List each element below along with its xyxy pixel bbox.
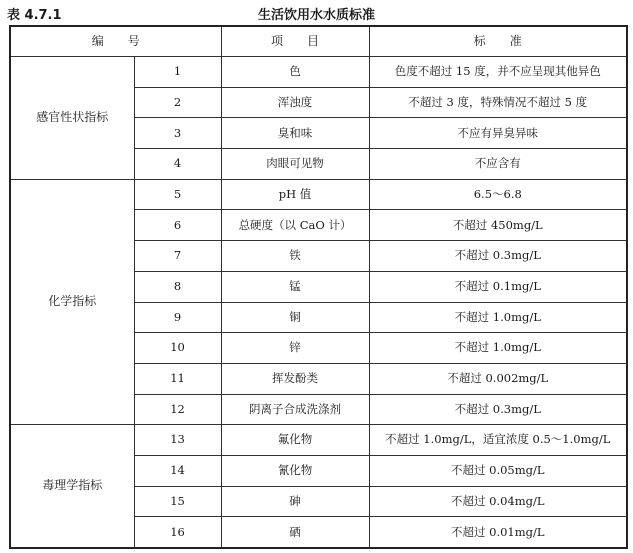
header-row: [10, 26, 627, 57]
standard-cell: 不超过 0.002mg/L: [369, 363, 627, 394]
item-cell: 氟化物: [221, 425, 369, 456]
header-standard: 标 准: [369, 26, 627, 57]
standard-cell: 不应有异臭异味: [369, 118, 627, 149]
table-title: 生活饮用水水质标准: [257, 8, 375, 23]
category-cell: 化学指标: [10, 179, 134, 425]
item-cell: 铁: [221, 241, 369, 272]
category-cell: 感官性状指标: [10, 57, 134, 180]
item-cell: 总硬度（以 CaO 计）: [221, 210, 369, 241]
row-number-cell: 15: [134, 486, 221, 517]
row-number-cell: 10: [134, 333, 221, 364]
table-row: [10, 179, 627, 210]
table-row: [10, 57, 627, 88]
standard-cell: 不超过 0.04mg/L: [369, 486, 627, 517]
item-cell: 铜: [221, 302, 369, 333]
item-cell: pH 值: [221, 179, 369, 210]
item-cell: 浑浊度: [221, 87, 369, 118]
standard-cell: 不超过 1.0mg/L: [369, 302, 627, 333]
item-cell: 砷: [221, 486, 369, 517]
table-row: [10, 425, 627, 456]
row-number-cell: 4: [134, 149, 221, 180]
standard-cell: 不超过 1.0mg/L，适宜浓度 0.5～1.0mg/L: [369, 425, 627, 456]
standard-cell: 不超过 1.0mg/L: [369, 333, 627, 364]
standard-cell: 6.5～6.8: [369, 179, 627, 210]
standard-cell: 不超过 0.01mg/L: [369, 517, 627, 548]
item-cell: 挥发酚类: [221, 363, 369, 394]
item-cell: 阴离子合成洗涤剂: [221, 394, 369, 425]
row-number-cell: 5: [134, 179, 221, 210]
header-item: 项 目: [221, 26, 369, 57]
row-number-cell: 1: [134, 57, 221, 88]
row-number-cell: 11: [134, 363, 221, 394]
standard-cell: 不超过 0.1mg/L: [369, 271, 627, 302]
standard-cell: 不超过 0.05mg/L: [369, 455, 627, 486]
standard-cell: 不超过 450mg/L: [369, 210, 627, 241]
row-number-cell: 9: [134, 302, 221, 333]
item-cell: 氰化物: [221, 455, 369, 486]
row-number-cell: 16: [134, 517, 221, 548]
row-number-cell: 13: [134, 425, 221, 456]
item-cell: 色: [221, 57, 369, 88]
category-cell: 毒理学指标: [10, 425, 134, 548]
standard-cell: 色度不超过 15 度，并不应呈现其他异色: [369, 57, 627, 88]
table-number: 表 4.7.1: [7, 8, 62, 23]
row-number-cell: 6: [134, 210, 221, 241]
standard-cell: 不超过 0.3mg/L: [369, 394, 627, 425]
row-number-cell: 2: [134, 87, 221, 118]
row-number-cell: 7: [134, 241, 221, 272]
row-number-cell: 8: [134, 271, 221, 302]
standard-cell: 不超过 3 度，特殊情况不超过 5 度: [369, 87, 627, 118]
row-number-cell: 3: [134, 118, 221, 149]
standard-cell: 不超过 0.3mg/L: [369, 241, 627, 272]
row-number-cell: 14: [134, 455, 221, 486]
item-cell: 臭和味: [221, 118, 369, 149]
item-cell: 肉眼可见物: [221, 149, 369, 180]
row-number-cell: 12: [134, 394, 221, 425]
water-quality-table: [9, 25, 628, 549]
item-cell: 锰: [221, 271, 369, 302]
item-cell: 硒: [221, 517, 369, 548]
item-cell: 锌: [221, 333, 369, 364]
standard-cell: 不应含有: [369, 149, 627, 180]
header-number: 编 号: [10, 26, 221, 57]
